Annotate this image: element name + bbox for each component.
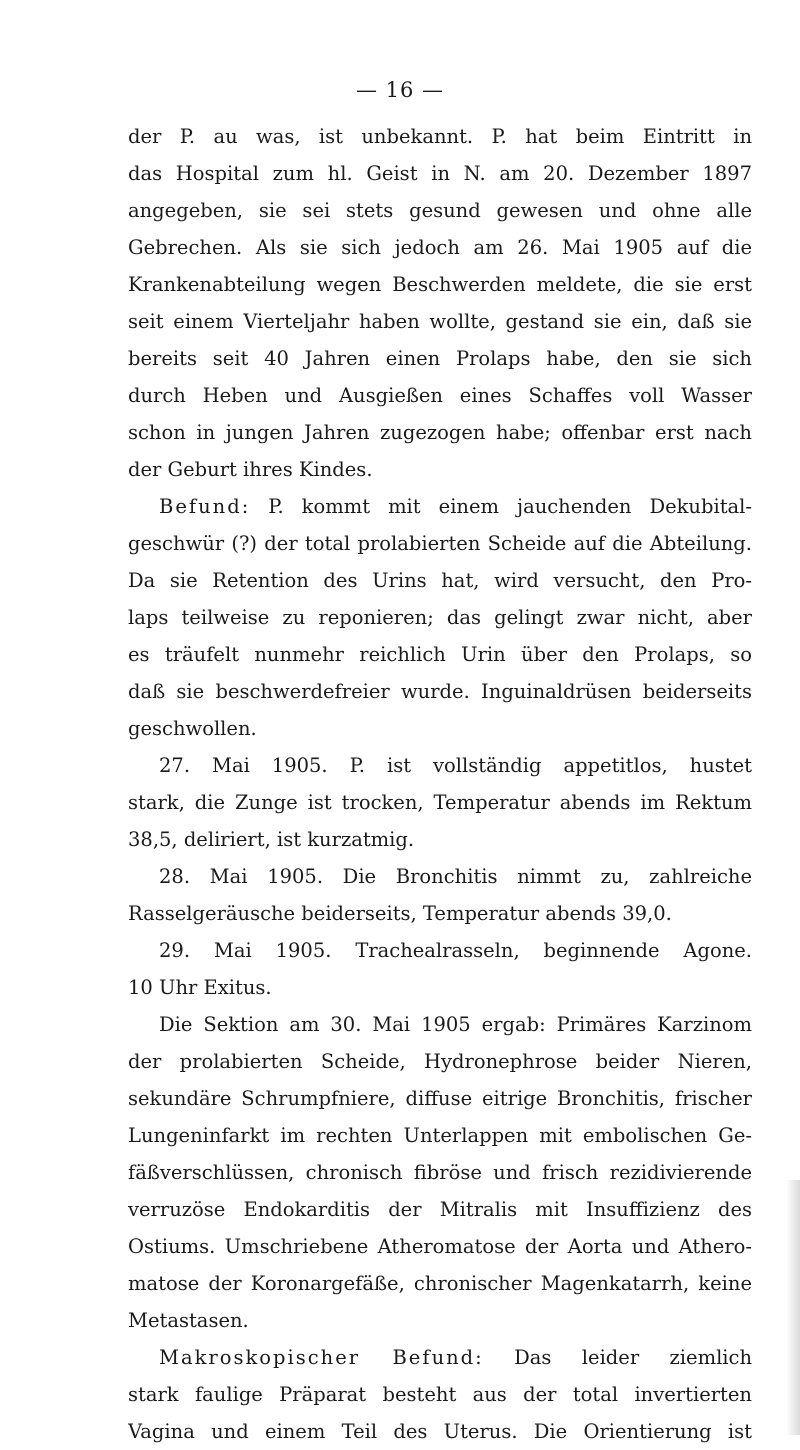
text-line: 10 Uhr Exitus. bbox=[128, 976, 272, 999]
text-line: der P. au was, ist unbekannt. P. hat beim Eintritt in bbox=[128, 125, 752, 148]
text-line: das Hospital zum hl. Geist in N. am 20. Dezember 1897 bbox=[128, 162, 752, 185]
text-line: der Geburt ihres Kindes. bbox=[128, 458, 373, 481]
text-line: Lungeninfarkt im rechten Unterlappen mit embolischen Ge- bbox=[128, 1124, 752, 1147]
text-line: Metastasen. bbox=[128, 1309, 249, 1332]
text-line: fäßverschlüssen, chronisch fibröse und frisch rezidivierende bbox=[128, 1161, 752, 1184]
text-line: 38,5, deliriert, ist kurzatmig. bbox=[128, 828, 415, 851]
text-line-befund bbox=[128, 488, 752, 525]
text-line: Ostiums. Umschriebene Atheromatose der Aorta und Athero- bbox=[128, 1235, 752, 1258]
text-line: 27. Mai 1905. P. ist vollständig appetitlos, hustet bbox=[159, 754, 752, 777]
text-line: laps teilweise zu reponieren; das gelingt zwar nicht, aber bbox=[128, 606, 752, 629]
text-line: seit einem Vierteljahr haben wollte, gestand sie ein, daß sie bbox=[128, 310, 752, 333]
text-line-rest: Das leider ziemlich bbox=[514, 1346, 752, 1369]
text-line: geschwollen. bbox=[128, 717, 257, 740]
text-line: Krankenabteilung wegen Beschwerden meldete, die sie erst bbox=[128, 273, 752, 296]
text-line: Gebrechen. Als sie sich jedoch am 26. Mai 1905 auf die bbox=[128, 236, 752, 259]
text-line: stark faulige Präparat besteht aus der total invertierten bbox=[128, 1383, 752, 1406]
text-line: schon in jungen Jahren zugezogen habe; offenbar erst nach bbox=[128, 421, 752, 444]
text-line: durch Heben und Ausgießen eines Schaffes voll Wasser bbox=[128, 384, 752, 407]
text-line-makroskopisch bbox=[128, 1339, 752, 1376]
text-line: geschwür (?) der total prolabierten Scheide auf die Abteilung. bbox=[128, 532, 752, 555]
text-line: der prolabierten Scheide, Hydronephrose beider Nieren, bbox=[128, 1050, 752, 1073]
text-line: Da sie Retention des Urins hat, wird versucht, den Pro- bbox=[128, 569, 752, 592]
text-line: Vagina und einem Teil des Uterus. Die Orientierung ist bbox=[128, 1420, 752, 1443]
text-line: angegeben, sie sei stets gesund gewesen und ohne alle bbox=[128, 199, 752, 222]
page-edge-shadow bbox=[786, 1180, 800, 1435]
text-line: es träufelt nunmehr reichlich Urin über den Prolaps, so bbox=[128, 643, 752, 666]
section-heading-befund: Befund: bbox=[159, 495, 251, 518]
text-line: 29. Mai 1905. Trachealrasseln, beginnende Agone. bbox=[159, 939, 752, 962]
text-line: Rasselgeräusche beiderseits, Temperatur abends 39,0. bbox=[128, 902, 672, 925]
body-text bbox=[128, 118, 752, 1450]
text-line: daß sie beschwerdefreier wurde. Inguinaldrüsen beiderseits bbox=[128, 680, 752, 703]
text-line: Die Sektion am 30. Mai 1905 ergab: Primäres Karzinom bbox=[159, 1013, 752, 1036]
text-line: bereits seit 40 Jahren einen Prolaps habe, den sie sich bbox=[128, 347, 752, 370]
section-heading-makroskopisch: Makroskopischer Befund: bbox=[159, 1346, 484, 1369]
text-line: matose der Koronargefäße, chronischer Magenkatarrh, keine bbox=[128, 1272, 752, 1295]
text-line: verruzöse Endokarditis der Mitralis mit Insuffizienz des bbox=[128, 1198, 752, 1221]
text-line: stark, die Zunge ist trocken, Temperatur abends im Rektum bbox=[128, 791, 752, 814]
text-line: 28. Mai 1905. Die Bronchitis nimmt zu, zahlreiche bbox=[159, 865, 752, 888]
page-number: — 16 — bbox=[355, 78, 445, 102]
text-line-rest: P. kommt mit einem jauchenden Dekubital- bbox=[268, 495, 752, 518]
text-line: sekundäre Schrumpfniere, diffuse eitrige Bronchitis, frischer bbox=[128, 1087, 752, 1110]
